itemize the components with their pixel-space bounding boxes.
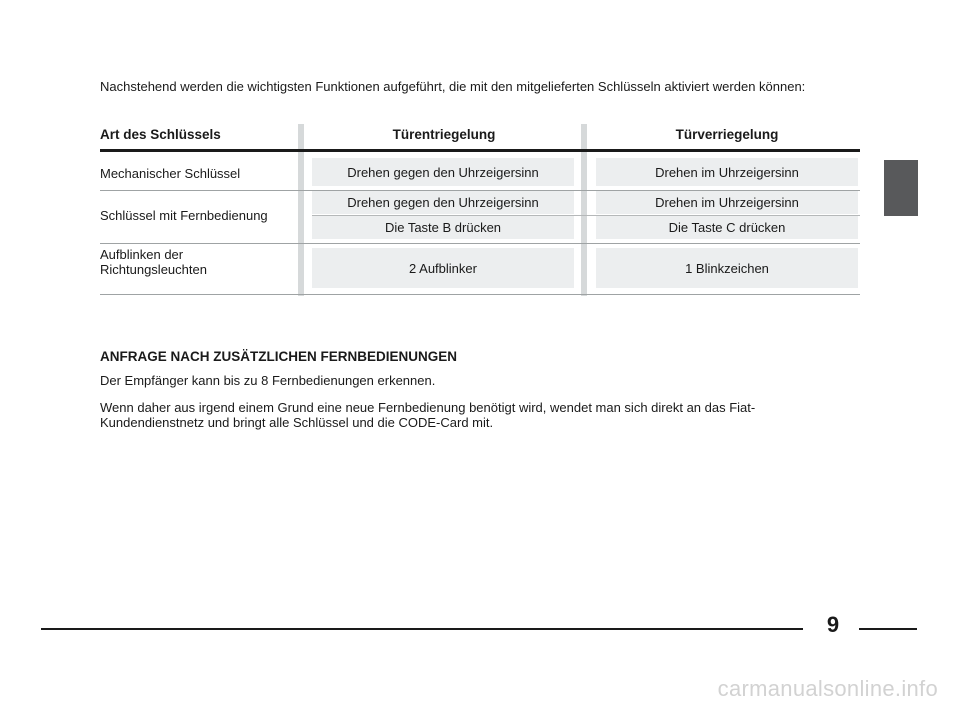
cell-indicators-unlock: 2 Aufblinker	[312, 248, 574, 288]
section-paragraph-1: Der Empfänger kann bis zu 8 Fernbedienungen erkennen.	[100, 373, 436, 388]
chapter-tab	[884, 160, 918, 216]
footer-rule-right	[859, 628, 917, 630]
cell-remote-unlock-button: Die Taste B drücken	[312, 216, 574, 239]
watermark: carmanualsonline.info	[717, 676, 938, 701]
row-label-mechanical-key: Mechanischer Schlüssel	[100, 166, 241, 181]
cell-remote-lock-button: Die Taste C drücken	[596, 216, 858, 239]
cell-remote-lock-turn: Drehen im Uhrzeigersinn	[596, 191, 858, 214]
row-label-remote-key: Schlüssel mit Fernbedienung	[100, 208, 268, 223]
footer-rule-left	[41, 628, 803, 630]
row-label-indicators: Aufblinken der Richtungsleuchten	[100, 247, 207, 277]
cell-remote-unlock-turn: Drehen gegen den Uhrzeigersinn	[312, 191, 574, 214]
section-paragraph-2: Wenn daher aus irgend einem Grund eine neue Fernbedienung benötigt wird, wendet man sich direkt an das Fiat-Kundendienstnetz und bringt alle Schlüssel und die CODE-Card mit.	[100, 400, 756, 430]
cell-mechanical-lock: Drehen im Uhrzeigersinn	[596, 158, 858, 186]
row-separator	[100, 294, 860, 295]
header-rule	[100, 149, 860, 152]
cell-mechanical-unlock: Drehen gegen den Uhrzeigersinn	[312, 158, 574, 186]
section-title: ANFRAGE NACH ZUSÄTZLICHEN FERNBEDIENUNGEN	[100, 349, 457, 364]
header-key-type: Art des Schlüssels	[100, 127, 221, 142]
key-functions-table	[100, 124, 860, 299]
header-lock: Türverriegelung	[675, 127, 779, 142]
cell-indicators-lock: 1 Blinkzeichen	[596, 248, 858, 288]
page-number: 9	[826, 612, 840, 637]
header-unlock: Türentriegelung	[392, 127, 496, 142]
row-separator	[100, 243, 860, 244]
intro-text: Nachstehend werden die wichtigsten Funktionen aufgeführt, die mit den mitgelieferten Schlüsseln aktiviert werden können:	[100, 79, 806, 94]
